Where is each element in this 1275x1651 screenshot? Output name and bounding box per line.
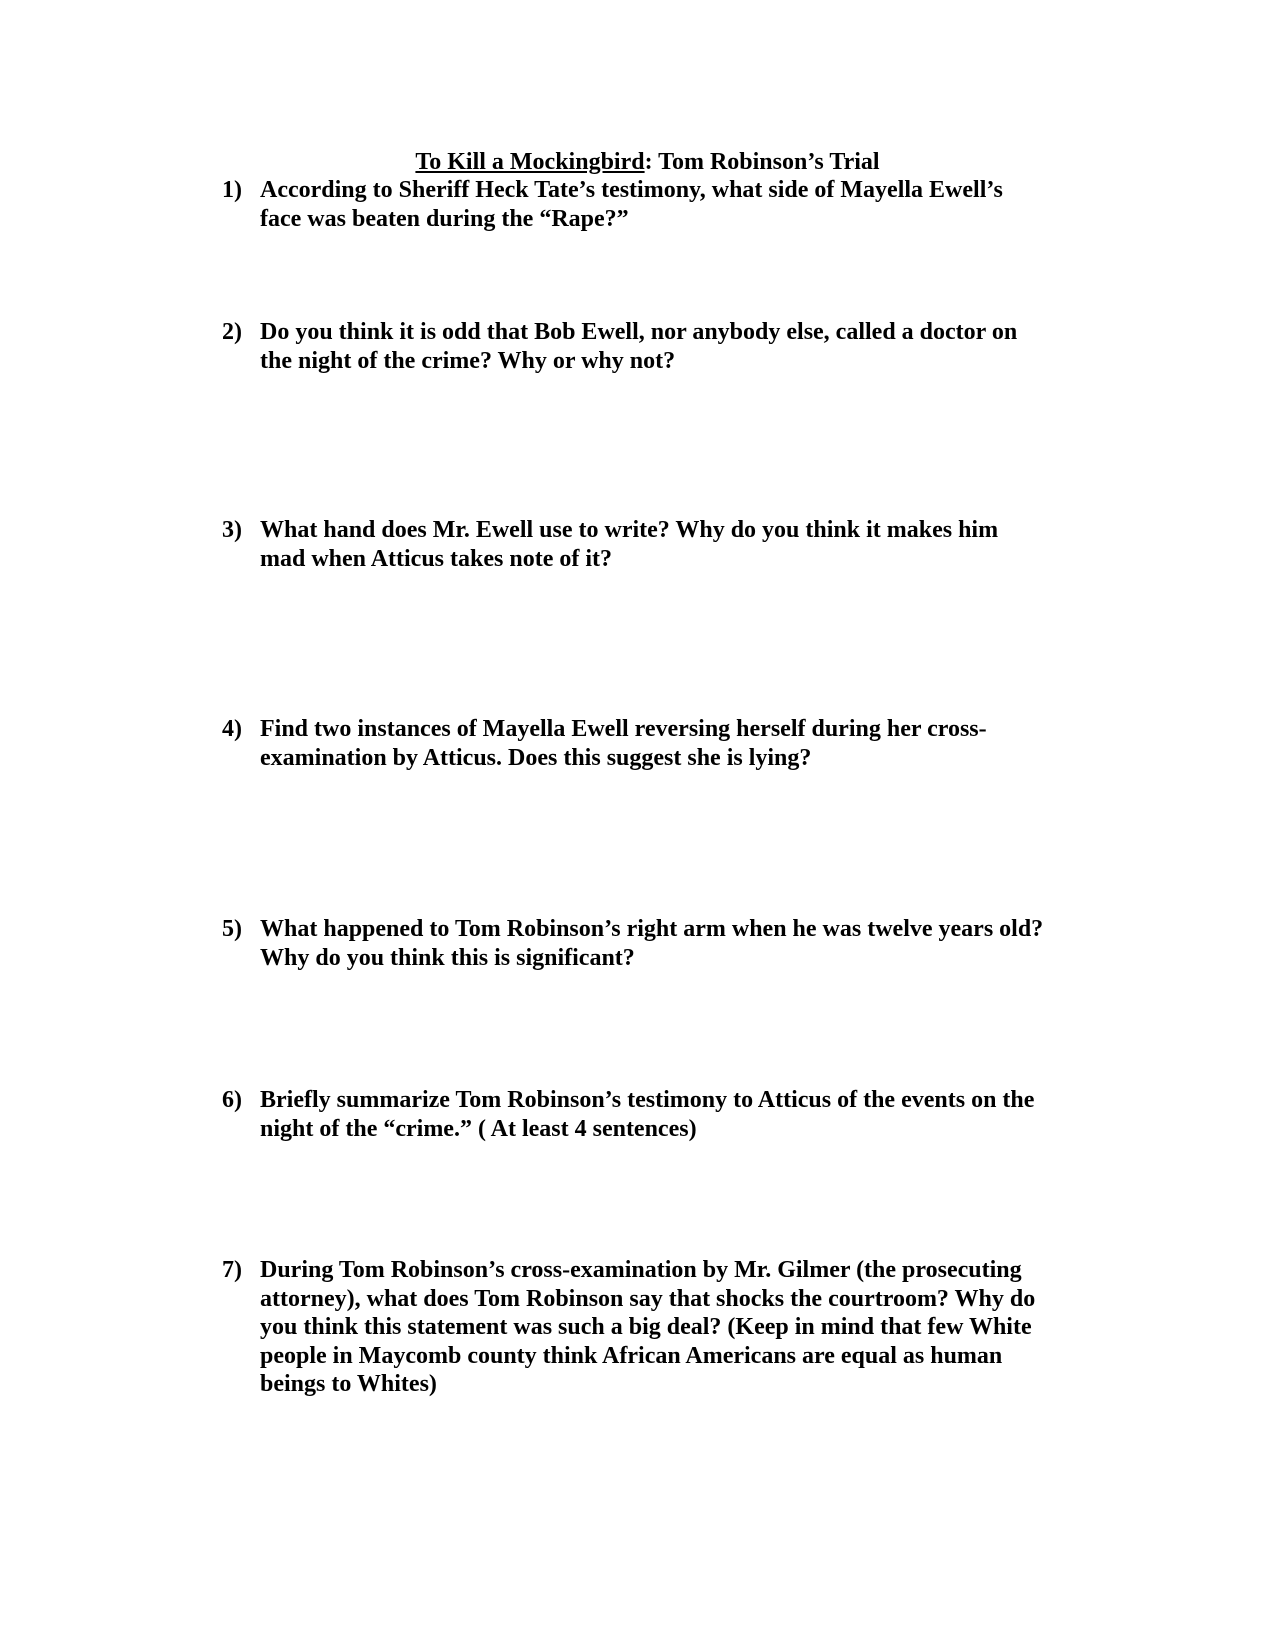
question-text	[260, 318, 1082, 375]
question-line: During Tom Robinson’s cross-examination by Mr. Gilmer (the prosecuting	[260, 1257, 1022, 1283]
question-number: 1)	[222, 177, 242, 203]
question-1	[222, 176, 1082, 233]
question-2	[222, 318, 1082, 375]
question-line: attorney), what does Tom Robinson say that shocks the courtroom? Why do	[260, 1285, 1036, 1312]
question-number: 2)	[222, 319, 242, 345]
question-line: Find two instances of Mayella Ewell reversing herself during her cross-	[260, 716, 987, 742]
question-line: Do you think it is odd that Bob Ewell, nor anybody else, called a doctor on	[260, 319, 1018, 345]
question-text	[260, 176, 1082, 233]
question-number: 3)	[222, 517, 242, 543]
question-line: people in Maycomb county think African Americans are equal as human	[260, 1342, 1003, 1369]
question-line: Why do you think this is significant?	[260, 944, 635, 971]
book-title: To Kill a Mockingbird	[415, 149, 645, 175]
question-3	[222, 516, 1082, 573]
question-line: beings to Whites)	[260, 1371, 437, 1397]
question-line: face was beaten during the “Rape?”	[260, 205, 629, 232]
question-line: What hand does Mr. Ewell use to write? Why do you think it makes him	[260, 517, 999, 543]
question-line: the night of the crime? Why or why not?	[260, 347, 676, 374]
question-text	[260, 516, 1082, 573]
title-subject: : Tom Robinson’s Trial	[644, 149, 880, 175]
question-number: 5)	[222, 916, 242, 942]
question-text	[260, 715, 1082, 772]
question-number: 6)	[222, 1087, 242, 1113]
question-line: According to Sheriff Heck Tate’s testimony, what side of Mayella Ewell’s	[260, 177, 1003, 203]
question-7	[222, 1256, 1082, 1399]
question-line: night of the “crime.” ( At least 4 sentences)	[260, 1115, 697, 1142]
question-number: 7)	[222, 1257, 242, 1283]
question-line: What happened to Tom Robinson’s right arm when he was twelve years old?	[260, 916, 1044, 942]
question-number: 4)	[222, 716, 242, 742]
question-line: examination by Atticus. Does this suggest she is lying?	[260, 744, 812, 771]
question-4	[222, 715, 1082, 772]
question-5	[222, 915, 1082, 972]
question-text	[260, 1086, 1082, 1143]
page-title	[0, 148, 1275, 176]
question-line: mad when Atticus takes note of it?	[260, 545, 612, 572]
question-6	[222, 1086, 1082, 1143]
question-line: Briefly summarize Tom Robinson’s testimony to Atticus of the events on the	[260, 1087, 1035, 1113]
question-line: you think this statement was such a big deal? (Keep in mind that few White	[260, 1314, 1032, 1340]
question-text	[260, 915, 1082, 972]
question-text	[260, 1256, 1082, 1399]
